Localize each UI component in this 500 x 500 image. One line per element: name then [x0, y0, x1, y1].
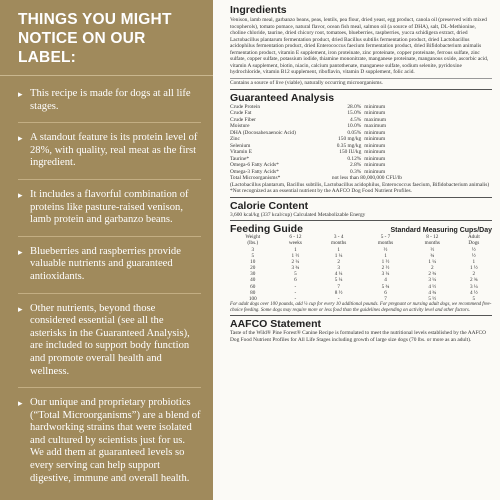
analysis-qual: minimum	[364, 162, 386, 169]
bullet-divider	[18, 236, 201, 237]
feeding-cell: 2 ¾	[428, 271, 437, 278]
analysis-qual: minimum	[364, 136, 386, 143]
left-panel-title: THINGS YOU MIGHT NOTICE ON OUR LABEL:	[18, 11, 172, 66]
divider	[230, 220, 492, 221]
label-note-item	[18, 397, 201, 485]
guaranteed-analysis-table	[230, 104, 405, 182]
label-note-text: Blueberries and raspberries provide valuable nutrients and guaranteed antioxidants.	[30, 245, 181, 282]
guaranteed-analysis-heading: Guaranteed Analysis	[230, 91, 335, 104]
label-panel	[213, 0, 500, 500]
feeding-cell: 4 ½	[428, 283, 437, 290]
analysis-qual: minimum	[364, 129, 386, 136]
triangle-bullet-icon: ▸	[18, 133, 23, 144]
analysis-value: 0.12%	[347, 155, 362, 162]
analysis-value: 0.05%	[347, 129, 362, 136]
label-note-text: Other nutrients, beyond those considered essential (see all the asterisks in the Guaranteed Analysis), are included to support body function and promote overall health and wellness.	[30, 302, 190, 377]
label-note-text: This recipe is made for dogs at all life stages.	[30, 88, 191, 112]
feeding-cell: 3 ¼	[428, 277, 437, 284]
feeding-cell: 1 ½	[291, 253, 300, 260]
feeding-cell: 3 ¾	[291, 265, 300, 272]
feeding-cell: 1	[472, 259, 476, 266]
feeding-header-line: 5 - 7	[380, 234, 391, 241]
feeding-header-line: 8 - 12	[426, 234, 439, 241]
feeding-header-line: (lbs.)	[247, 240, 259, 247]
feeding-guide-heading: Feeding Guide	[230, 223, 303, 236]
feeding-cell: 4 ¼	[334, 271, 343, 278]
feeding-cell: ½	[383, 247, 388, 254]
aafco-text: Taste of the Wild® Pine Forest® Canine Recipe is formulated to meet the nutritional levels established by the AAFCO Dog Food Nutrient Profiles for All Life Stages including growth of large size dogs (70 lbs. or more as an adult).	[230, 330, 487, 343]
analysis-qual: minimum	[364, 103, 386, 110]
triangle-bullet-icon: ▸	[18, 89, 23, 99]
aafco-heading: AAFCO Statement	[230, 318, 322, 331]
feeding-cell: 10	[250, 259, 256, 266]
label-note-text: Our unique and proprietary probiotics (“Total Microorganisms”) are a blend of hardworking strains that were isolated and cultured by scientists just for us. We add them at guaranteed levels so every serving can help support digestive, immune and overall health.	[30, 397, 201, 484]
divider	[230, 89, 492, 90]
analysis-qual: minimum	[364, 168, 386, 175]
microorganisms-note: (Lactobacillus plantarum, Bacillus subtilis, Lactobacillus acidophilus, Enterococcus faecium, Bifidobacterium animalis)	[230, 181, 490, 188]
feeding-cell: 80	[250, 289, 256, 296]
divider	[230, 315, 492, 316]
analysis-qual: minimum	[364, 110, 386, 117]
feeding-column-header	[456, 235, 492, 247]
analysis-name: Total Microorganisms*	[230, 175, 281, 182]
feeding-guide-table	[230, 235, 492, 301]
feeding-cell: 1 ½	[381, 259, 390, 266]
triangle-bullet-icon: ▸	[18, 303, 23, 314]
label-note-item	[18, 132, 201, 170]
bullet-divider	[18, 293, 201, 294]
analysis-qual: minimum	[364, 149, 386, 156]
feeding-cell: 1 ¼	[334, 253, 343, 260]
feeding-cell: 4	[384, 277, 387, 284]
feeding-cell: 30	[250, 271, 256, 278]
feeding-header-line: Weight	[245, 234, 261, 241]
label-notes-list	[18, 88, 201, 485]
feeding-cell: 6	[384, 289, 387, 296]
feeding-cell: 20	[250, 265, 256, 272]
feeding-cell: 7	[384, 295, 387, 302]
feeding-cell: 2 ½	[381, 265, 390, 272]
feeding-header-line: weeks	[288, 240, 302, 247]
bullet-divider	[18, 179, 201, 180]
feeding-header-line: months	[377, 240, 394, 247]
calorie-text: 3,600 kcal/kg (337 kcal/cup) Calculated Metabolizable Energy	[230, 211, 366, 218]
feeding-cell: 2 ¾	[469, 277, 478, 284]
feeding-cell: 1	[384, 253, 387, 260]
feeding-cell: 4 ¾	[428, 289, 437, 296]
analysis-qual: maximum	[364, 123, 387, 130]
label-note-item	[18, 88, 201, 113]
analysis-name: Moisture	[230, 123, 250, 130]
analysis-name: Crude Protein	[230, 103, 261, 110]
feeding-cell: 5	[294, 271, 297, 278]
analysis-value: 15.0%	[347, 110, 362, 117]
analysis-value: 0.35 mg/kg	[336, 142, 362, 149]
feeding-cell: 3	[337, 265, 340, 272]
feeding-cell: 2	[431, 265, 434, 272]
feeding-cell: 1 ½	[469, 265, 478, 272]
feeding-cell: 3 ¼	[381, 271, 390, 278]
feeding-header-line: 6 - 12	[289, 234, 302, 241]
analysis-value: 150 IU/kg	[339, 149, 362, 156]
feeding-cell: -	[294, 295, 297, 302]
feeding-cell: ¾	[430, 253, 435, 260]
feeding-cell: 8 ½	[334, 289, 343, 296]
feeding-cell: 2	[337, 259, 340, 266]
feeding-column-header	[315, 235, 362, 247]
feeding-cell: 5 ½	[428, 295, 437, 302]
analysis-name: Crude Fat	[230, 110, 252, 117]
analysis-name: Omega-6 Fatty Acids*	[230, 162, 279, 169]
feeding-header-line: months	[424, 240, 440, 247]
feeding-guide-header	[230, 223, 492, 235]
feeding-header-row	[230, 235, 492, 247]
analysis-name: Omega-3 Fatty Acids*	[230, 168, 279, 175]
feeding-cell: 1 ¼	[428, 259, 437, 266]
analysis-value: 10.0%	[347, 123, 362, 130]
analysis-value: 0.3%	[350, 168, 362, 175]
analysis-name: DHA (Docosahexaenoic Acid)	[230, 129, 296, 136]
feeding-cell: 4 ½	[469, 289, 478, 296]
feeding-cell: 2	[472, 271, 476, 278]
feeding-cell: 60	[250, 283, 256, 290]
bullet-divider	[18, 122, 201, 123]
feeding-cell: 1	[294, 247, 297, 254]
feeding-cell: 3	[251, 247, 255, 254]
analysis-name: Selenium	[230, 142, 251, 149]
feeding-cell: -	[294, 289, 297, 296]
title-divider	[0, 75, 213, 76]
feeding-cell: ½	[471, 253, 476, 260]
feeding-cell: 7	[337, 283, 340, 290]
left-info-panel	[0, 0, 213, 500]
feeding-cell: 3 ¼	[469, 283, 478, 290]
analysis-value: not less than 80,000,000 CFU/lb	[331, 175, 402, 182]
feeding-cell: 6	[294, 277, 297, 284]
analysis-name: Vitamin E	[230, 149, 252, 156]
feeding-cell: 100	[248, 295, 257, 302]
feeding-header-line: Adult	[467, 234, 480, 241]
feeding-cell: ½	[430, 247, 435, 254]
analysis-name: Crude Fiber	[230, 116, 256, 123]
feeding-cell: 2 ¼	[291, 259, 300, 266]
label-note-text: It includes a flavorful combination of proteins like pasture-raised venison, lamb protein and garbanzo beans.	[30, 188, 189, 226]
feeding-column-header	[362, 235, 409, 247]
bullet-divider	[18, 387, 201, 388]
triangle-bullet-icon: ▸	[18, 246, 23, 257]
divider	[230, 197, 492, 198]
triangle-bullet-icon: ▸	[18, 398, 23, 409]
label-note-item	[18, 189, 201, 227]
feeding-column-header	[230, 235, 276, 247]
analysis-value: 28.0%	[347, 103, 362, 110]
feeding-column-header	[409, 235, 456, 247]
feeding-note: For adult dogs over 100 pounds, add ¼ cup for every 10 additional pounds. For pregnant or nursing adult dogs, we recommend free-choice feeding. Some dogs may require more or less food than the guidelines depending on activity level and other factors.	[230, 301, 492, 313]
feeding-guide-subheading: Standard Measuring Cups/Day	[390, 227, 492, 235]
feeding-header-line: Dogs	[468, 240, 480, 247]
divider	[230, 78, 492, 79]
ingredients-heading: Ingredients	[230, 4, 287, 16]
feeding-header-line: months	[331, 240, 347, 247]
feeding-cell: -	[294, 283, 297, 290]
feeding-cell: 5	[251, 253, 255, 260]
analysis-value: 150 mg/kg	[338, 136, 362, 143]
analysis-value: 2.8%	[350, 162, 362, 169]
label-note-item	[18, 246, 201, 284]
analysis-qual: minimum	[364, 142, 386, 149]
ingredients-note: Contains a source of live (viable), naturally occurring microorganisms.	[230, 80, 383, 87]
feeding-cell: -	[337, 295, 340, 302]
analysis-qual: minimum	[364, 155, 386, 162]
label-note-text: A standout feature is its protein level of 28%, with quality, real meat as the first ingredient.	[30, 132, 198, 169]
analysis-name: Taurine*	[230, 155, 250, 162]
feeding-cell: 5	[472, 295, 476, 302]
feeding-cell: 5 ¼	[334, 277, 343, 284]
feeding-header-line: 3 - 4	[333, 234, 344, 241]
calorie-heading: Calorie Content	[230, 199, 309, 212]
feeding-column-header	[276, 235, 316, 247]
feeding-cell: ½	[471, 247, 476, 254]
analysis-name: Zinc	[230, 136, 240, 143]
triangle-bullet-icon: ▸	[18, 189, 23, 200]
label-note-item	[18, 303, 201, 379]
feeding-cell: 40	[250, 277, 256, 284]
ingredients-text: Venison, lamb meal, garbanzo beans, peas, lentils, pea flour, dried yeast, egg product, canola oil (preserved with mixed tocopherols), tomato pomace, natural flavor, ocean fish meal, salmon oil (a source of DHA), salt, DL-Methionine, choline chloride, taurine, dried chicory root, tomatoes, blueberries, raspberries, yucca schidigera extract, dried Lactobacillus plantarum fermentation product, dried Bacillus subtilis fermentation product, dried Lactobacillus acidophilus fermentation product, dried Enterococcus faecium fermentation product, dried Bifidobacterium animalis fermentation product, vitamin E supplement, iron proteinate, zinc proteinate, copper proteinate, ferrous sulfate, zinc sulfate, copper sulfate, potassium iodide, thiamine mononitrate, manganese proteinate, manganous oxide, ascorbic acid, vitamin A supplement, biotin, niacin, calcium pantothenate, manganese sulfate, sodium selenite, pyridoxine hydrochloride, vitamin B12 supplement, riboflavin, vitamin D supplement, folic acid.	[230, 17, 489, 76]
feeding-cell: 1	[337, 247, 340, 254]
feeding-cell: 5 ¾	[381, 283, 390, 290]
asterisk-note: *Not recognized as an essential nutrient by the AAFCO Dog Food Nutrient Profiles.	[230, 188, 412, 195]
analysis-qual: maximum	[364, 116, 387, 123]
analysis-value: 4.5%	[350, 116, 362, 123]
